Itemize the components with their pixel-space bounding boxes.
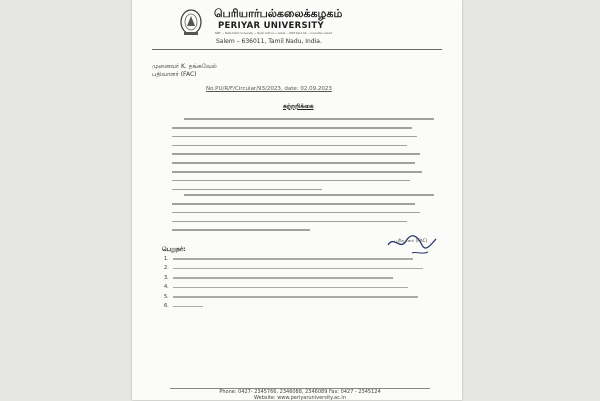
list-item: 2. — [164, 264, 434, 274]
footer-website: Website: www.periyaruniversity.ac.in — [254, 395, 346, 401]
circular-title: சுற்றறிக்கை — [283, 103, 314, 110]
letter-page — [132, 0, 462, 400]
circular-reference: No.PU/R/F/Circular/93/2023, date: 02.09.2023 — [206, 86, 332, 92]
circular-body-paragraph-1 — [172, 111, 422, 190]
recipients-list — [164, 254, 434, 311]
circular-body-paragraph-2 — [172, 187, 422, 231]
university-address: Salem – 636011, Tamil Nadu, India. — [216, 38, 322, 45]
university-name-tamil: பெரியார்பல்கலைக்கழகம் — [214, 7, 343, 20]
signatory-designation: பதிவாளர் (FAC) — [394, 239, 428, 244]
list-item: 1. — [164, 254, 434, 264]
accreditation-line: NIRF — State Public University — NAAC with A++ Grade — NIRF Rank 69 — Innovation Award — [215, 32, 333, 35]
recipients-label: பெறுநர்: — [162, 246, 186, 253]
list-item: 3. — [164, 273, 434, 283]
sender-name: முனைவர் K. தங்கவேல் — [152, 63, 217, 70]
university-seal-icon — [178, 8, 204, 38]
university-name-english: PERIYAR UNIVERSITY — [218, 21, 324, 31]
footer-phone: Phone: 0427- 2345766, 2346088, 2346089 Fax: 0427 - 2345124 — [219, 389, 381, 395]
list-item: 4. — [164, 283, 434, 293]
header-divider — [152, 49, 442, 50]
sender-designation: பதிவாளர் (FAC) — [152, 71, 197, 78]
list-item: 6. — [164, 302, 434, 312]
list-item: 5. — [164, 292, 434, 302]
